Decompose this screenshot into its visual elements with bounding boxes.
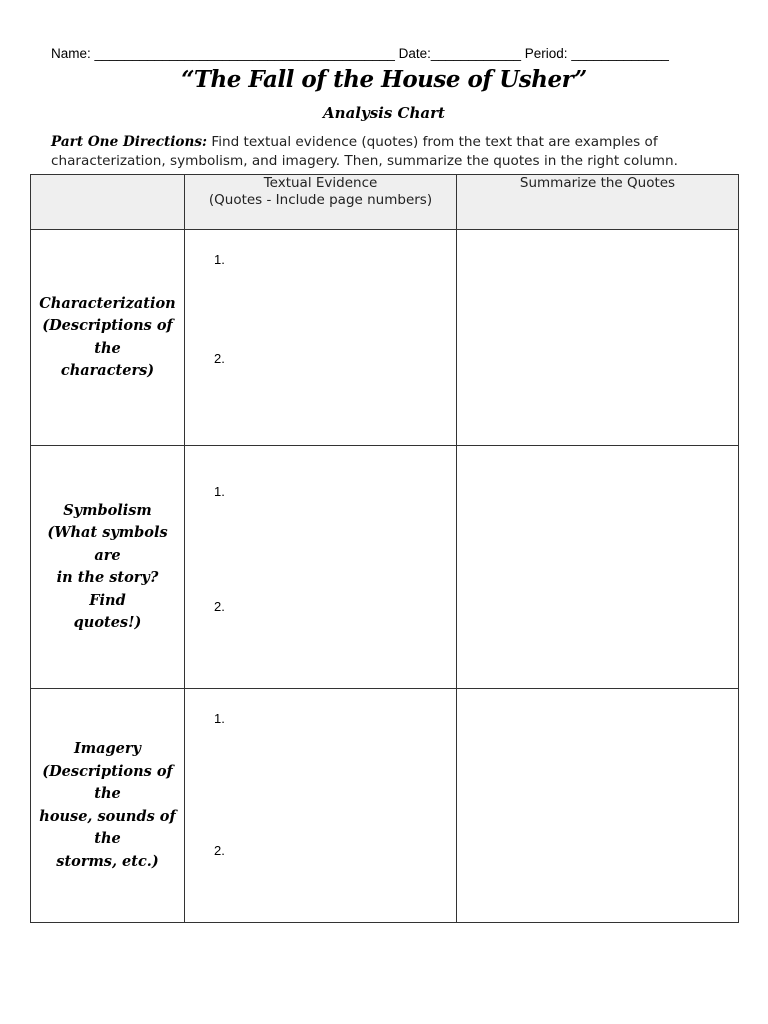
- directions-text: Find textual evidence (quotes) from the text that are examples of characterization, symbolism, and imagery. Then, summarize the quotes in the right column.: [51, 134, 678, 169]
- page-subtitle: Analysis Chart: [323, 104, 445, 122]
- row-label-line: characters): [60, 362, 155, 379]
- row-label-line: (Descriptions of the: [42, 762, 173, 802]
- header-textual-evidence: [185, 175, 457, 230]
- period-blank[interactable]: _____________: [571, 46, 669, 61]
- row-label-line: Symbolism: [63, 501, 152, 519]
- row-label-characterization: [31, 230, 185, 446]
- date-label: Date:: [398, 46, 431, 61]
- row-label-line: quotes!): [73, 614, 142, 631]
- summary-cell[interactable]: [457, 230, 739, 446]
- summary-cell[interactable]: [457, 446, 739, 689]
- row-label-line: (What symbols are: [47, 524, 168, 564]
- item-number: 2.: [214, 351, 225, 366]
- table-row: [31, 230, 739, 446]
- table-header-row: [31, 175, 739, 230]
- header-evidence-line2: (Quotes - Include page numbers): [208, 192, 433, 208]
- row-label-line: in the story? Find: [56, 569, 159, 609]
- analysis-chart: [30, 174, 739, 923]
- evidence-cell[interactable]: [185, 689, 457, 923]
- directions-lead: Part One Directions:: [51, 134, 208, 150]
- row-label-symbolism: [31, 446, 185, 689]
- table-row: [31, 446, 739, 689]
- page-title: “The Fall of the House of Usher”: [181, 66, 587, 93]
- student-info-line: [51, 46, 731, 61]
- item-number: 1.: [214, 711, 225, 726]
- header-summarize-text: Summarize the Quotes: [519, 175, 676, 191]
- item-number: 1.: [214, 252, 225, 267]
- table-row: [31, 689, 739, 923]
- row-label-line: house, sounds of the: [39, 807, 176, 847]
- summary-cell[interactable]: [457, 689, 739, 923]
- directions: [51, 133, 731, 171]
- evidence-cell[interactable]: [185, 446, 457, 689]
- header-evidence-line1: Textual Evidence: [263, 175, 378, 191]
- evidence-cell[interactable]: [185, 230, 457, 446]
- period-label: Period:: [524, 46, 568, 61]
- row-label-line: Imagery: [74, 740, 141, 757]
- item-number: 2.: [214, 599, 225, 614]
- row-label-line: storms, etc.): [56, 852, 159, 870]
- date-blank[interactable]: ____________: [430, 46, 522, 61]
- row-label-line: (Descriptions of the: [42, 317, 173, 357]
- header-summarize: [457, 175, 739, 230]
- row-label-imagery: [31, 689, 185, 923]
- item-number: 1.: [214, 484, 225, 499]
- row-label-line: Characterization: [39, 294, 176, 312]
- name-blank[interactable]: ________________________________________: [94, 46, 395, 61]
- item-number: 2.: [214, 843, 225, 858]
- header-empty-cell: [31, 175, 185, 230]
- name-label: Name:: [51, 46, 91, 61]
